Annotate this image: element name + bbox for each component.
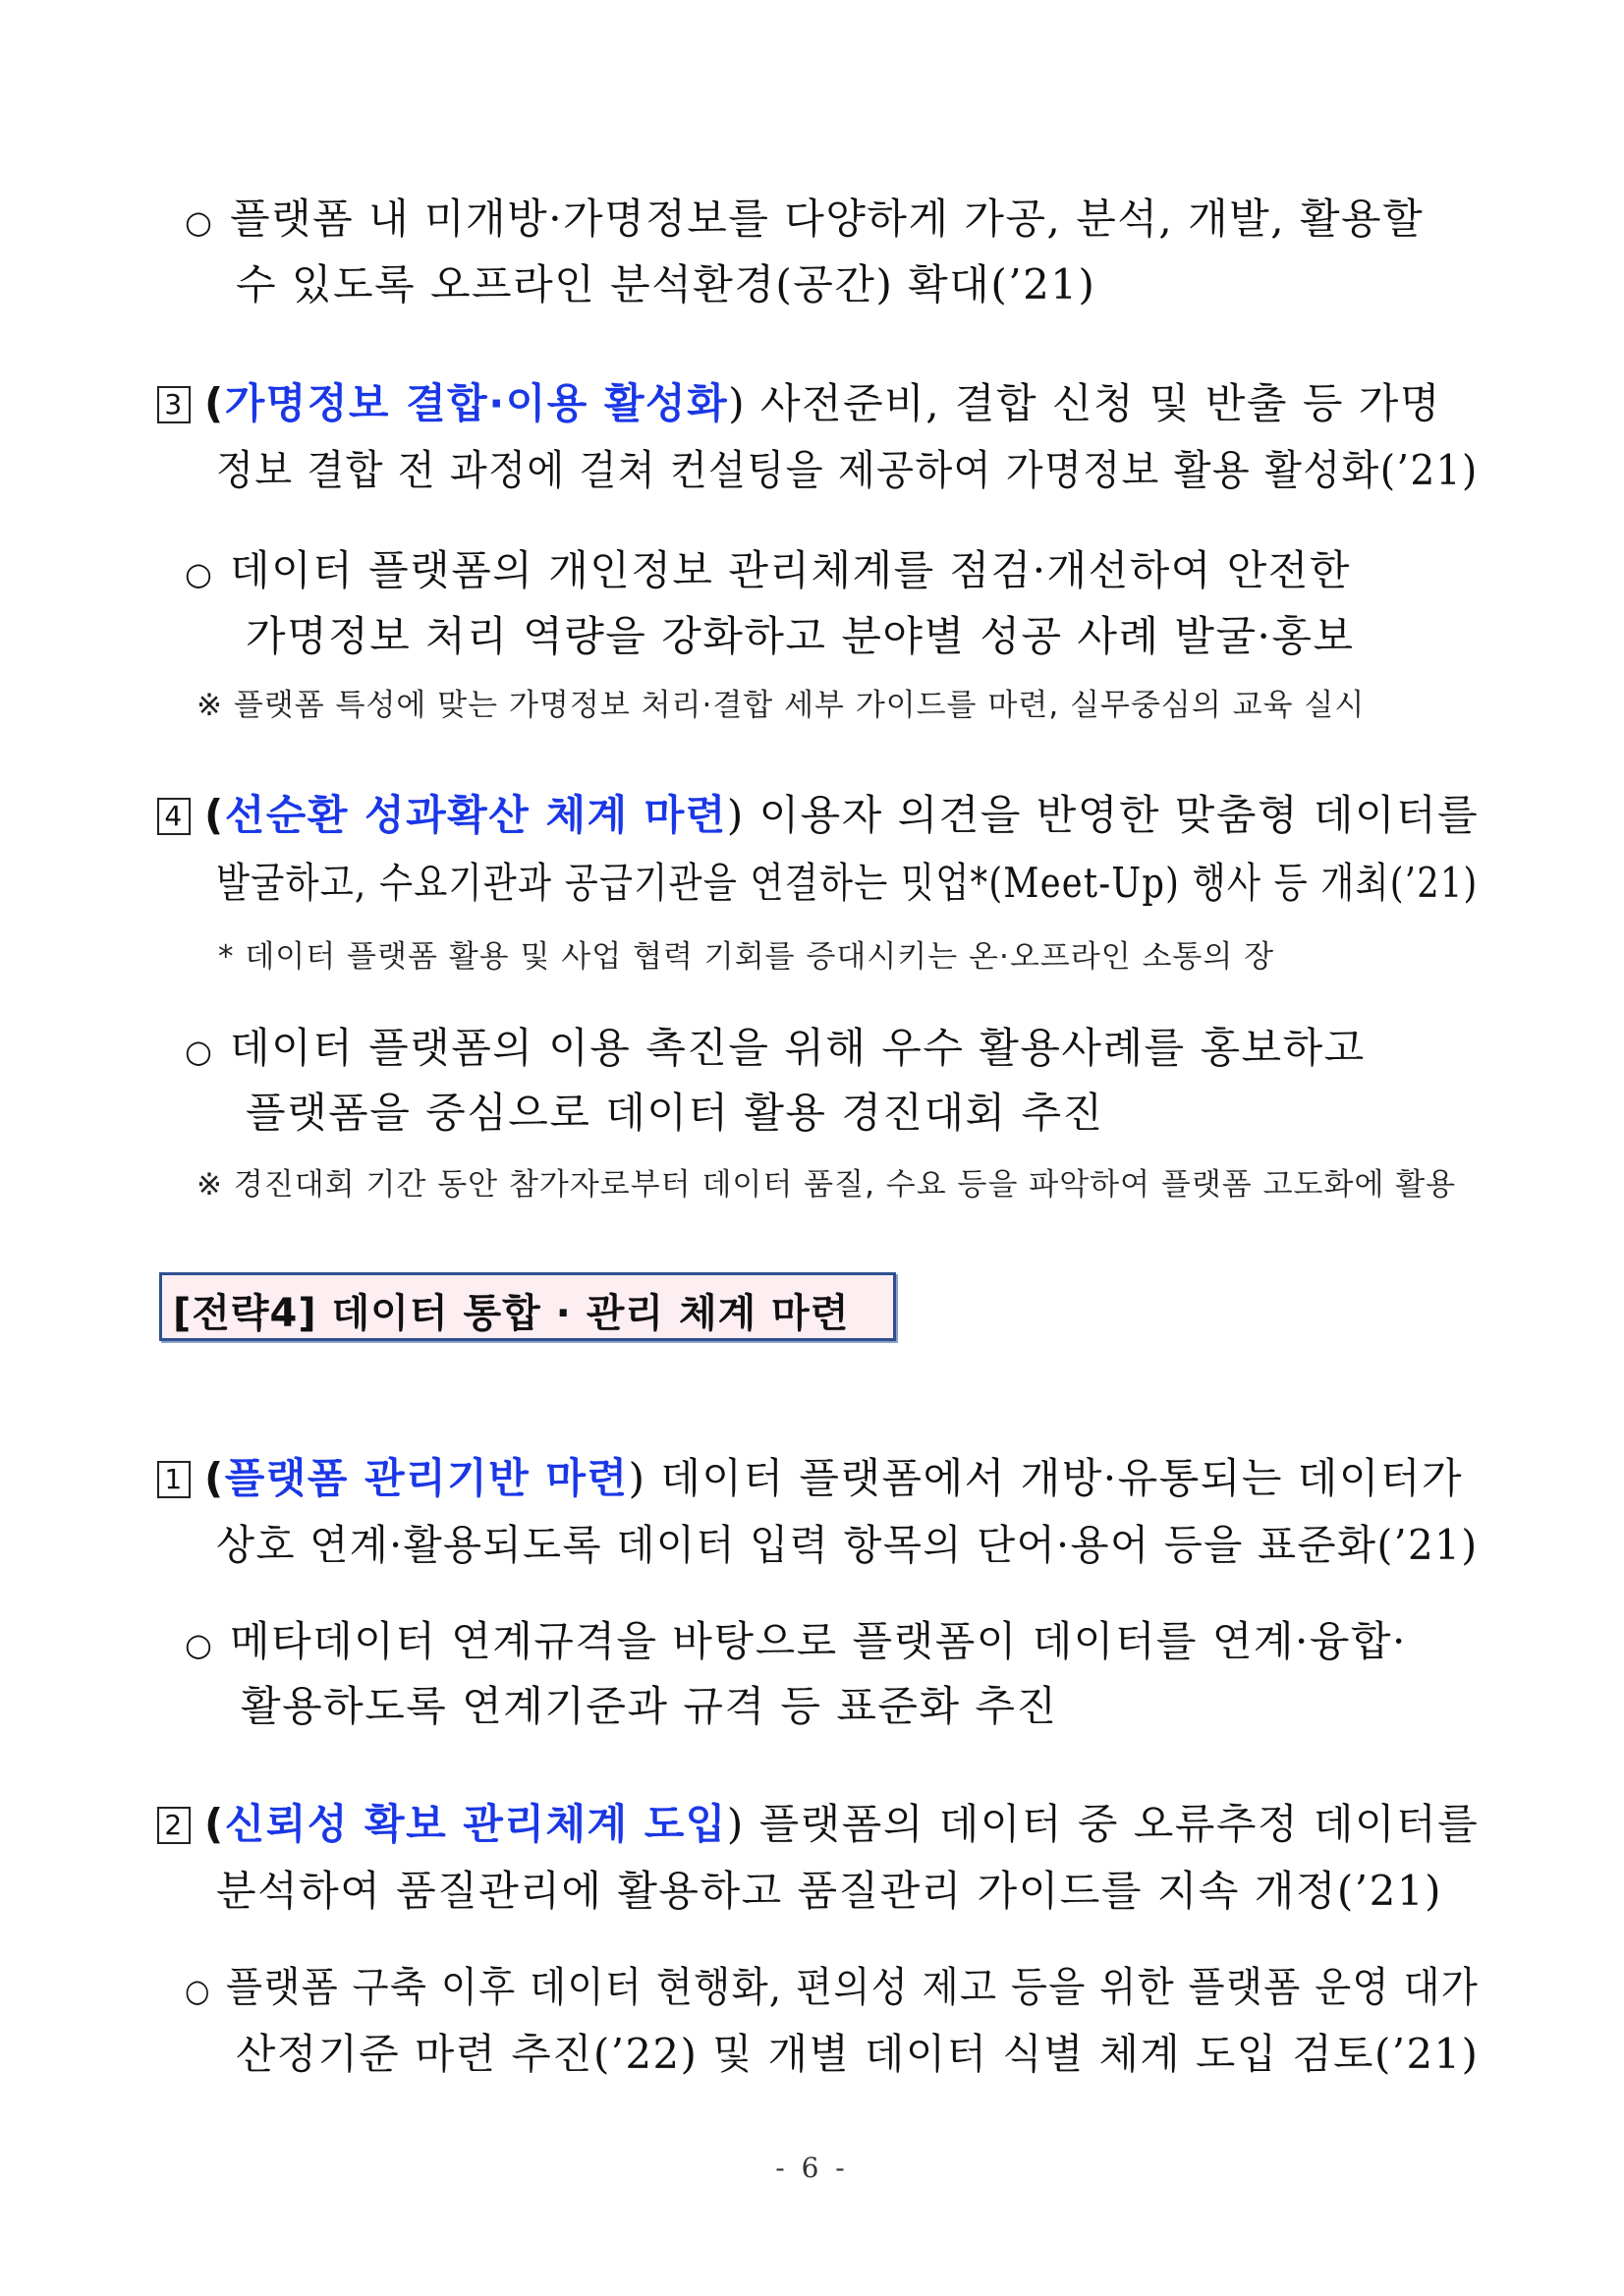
item-continuation: 발굴하고, 수요기관과 공급기관을 연결하는 밋업*(Meet-Up) 행사 등 개최(’21) <box>216 859 1479 907</box>
item-heading: 플랫폼 관리기반 마련 <box>224 1454 629 1502</box>
bullet-continuation: 가명정보 처리 역량을 강화하고 분야별 성공 사례 발굴·홍보 <box>246 612 1355 660</box>
numbered-item-1: 1 (플랫폼 관리기반 마련) 데이터 플랫폼에서 개방·유통되는 데이터가 <box>157 1446 1463 1505</box>
bullet-continuation: 활용하도록 연계기준과 규격 등 표준화 추진 <box>241 1682 1058 1730</box>
item-continuation: 정보 결합 전 과정에 걸쳐 컨설팅을 제공하여 가명정보 활용 활성화(’21) <box>216 446 1479 494</box>
bullet-text: 데이터 플랫폼의 개인정보 관리체계를 점검·개선하여 안전한 <box>230 546 1351 594</box>
bullet-line <box>185 187 1424 246</box>
bullet-marker: ○ <box>185 203 214 241</box>
item-number-box: 3 <box>157 386 191 423</box>
bullet-line <box>185 1955 1479 2014</box>
bullet-line <box>185 538 1351 597</box>
bullet-line <box>185 1016 1366 1075</box>
bullet-text: 메타데이터 연계규격을 바탕으로 플랫폼이 데이터를 연계·융합· <box>230 1617 1407 1665</box>
reference-note: ※ 경진대회 기간 동안 참가자로부터 데이터 품질, 수요 등을 파악하여 플랫폼 고도화에 활용 <box>196 1167 1457 1203</box>
bullet-marker: ○ <box>185 1626 214 1663</box>
reference-note: ※ 플랫폼 특성에 맞는 가명정보 처리·결합 세부 가이드를 마련, 실무중심의 교육 실시 <box>196 688 1366 723</box>
item-continuation: 상호 연계·활용되도록 데이터 입력 항목의 단어·용어 등을 표준화(’21) <box>216 1521 1479 1569</box>
item-number-box: 2 <box>157 1807 191 1844</box>
footnote: * 데이터 플랫폼 활용 및 사업 협력 기회를 증대시키는 온·오프라인 소통의 장 <box>218 939 1275 975</box>
item-heading: 가명정보 결합·이용 활성화 <box>224 379 729 427</box>
bullet-text: 플랫폼 내 미개방·가명정보를 다양하게 가공, 분석, 개발, 활용할 <box>230 195 1425 243</box>
item-continuation: 분석하여 품질관리에 활용하고 품질관리 가이드를 지속 개정(’21) <box>216 1867 1442 1915</box>
numbered-item-2: 2 (신뢰성 확보 관리체계 도입) 플랫폼의 데이터 중 오류추정 데이터를 <box>157 1792 1479 1851</box>
bullet-line <box>185 1609 1407 1668</box>
item-heading: 신뢰성 확보 관리체계 도입 <box>224 1800 727 1848</box>
numbered-item-3: 3 (가명정보 결합·이용 활성화) 사전준비, 결합 신청 및 반출 등 가명 <box>157 371 1441 430</box>
bullet-continuation: 플랫폼을 중심으로 데이터 활용 경진대회 추진 <box>246 1089 1104 1137</box>
bullet-text: 플랫폼 구축 이후 데이터 현행화, 편의성 제고 등을 위한 플랫폼 운영 대가 <box>225 1963 1480 2011</box>
page-number: - 6 - <box>775 2152 849 2184</box>
bullet-continuation: 산정기준 마련 추진(’22) 및 개별 데이터 식별 체계 도입 검토(’21) <box>236 2030 1480 2078</box>
bullet-marker: ○ <box>185 1972 211 2009</box>
item-number-box: 4 <box>157 798 191 835</box>
bullet-continuation: 수 있도록 오프라인 분석환경(공간) 확대(’21) <box>236 260 1096 308</box>
strategy-title: [전략4] 데이터 통합 · 관리 체계 마련 <box>173 1291 850 1336</box>
numbered-item-4: 4 (선순환 성과확산 체계 마련) 이용자 의견을 반영한 맞춤형 데이터를 <box>157 783 1479 842</box>
bullet-marker: ○ <box>185 555 214 592</box>
item-number-box: 1 <box>157 1461 191 1498</box>
bullet-marker: ○ <box>185 1033 214 1070</box>
item-heading: 선순환 성과확산 체계 마련 <box>224 791 727 839</box>
bullet-text: 데이터 플랫폼의 이용 촉진을 위해 우수 활용사례를 홍보하고 <box>230 1024 1366 1072</box>
